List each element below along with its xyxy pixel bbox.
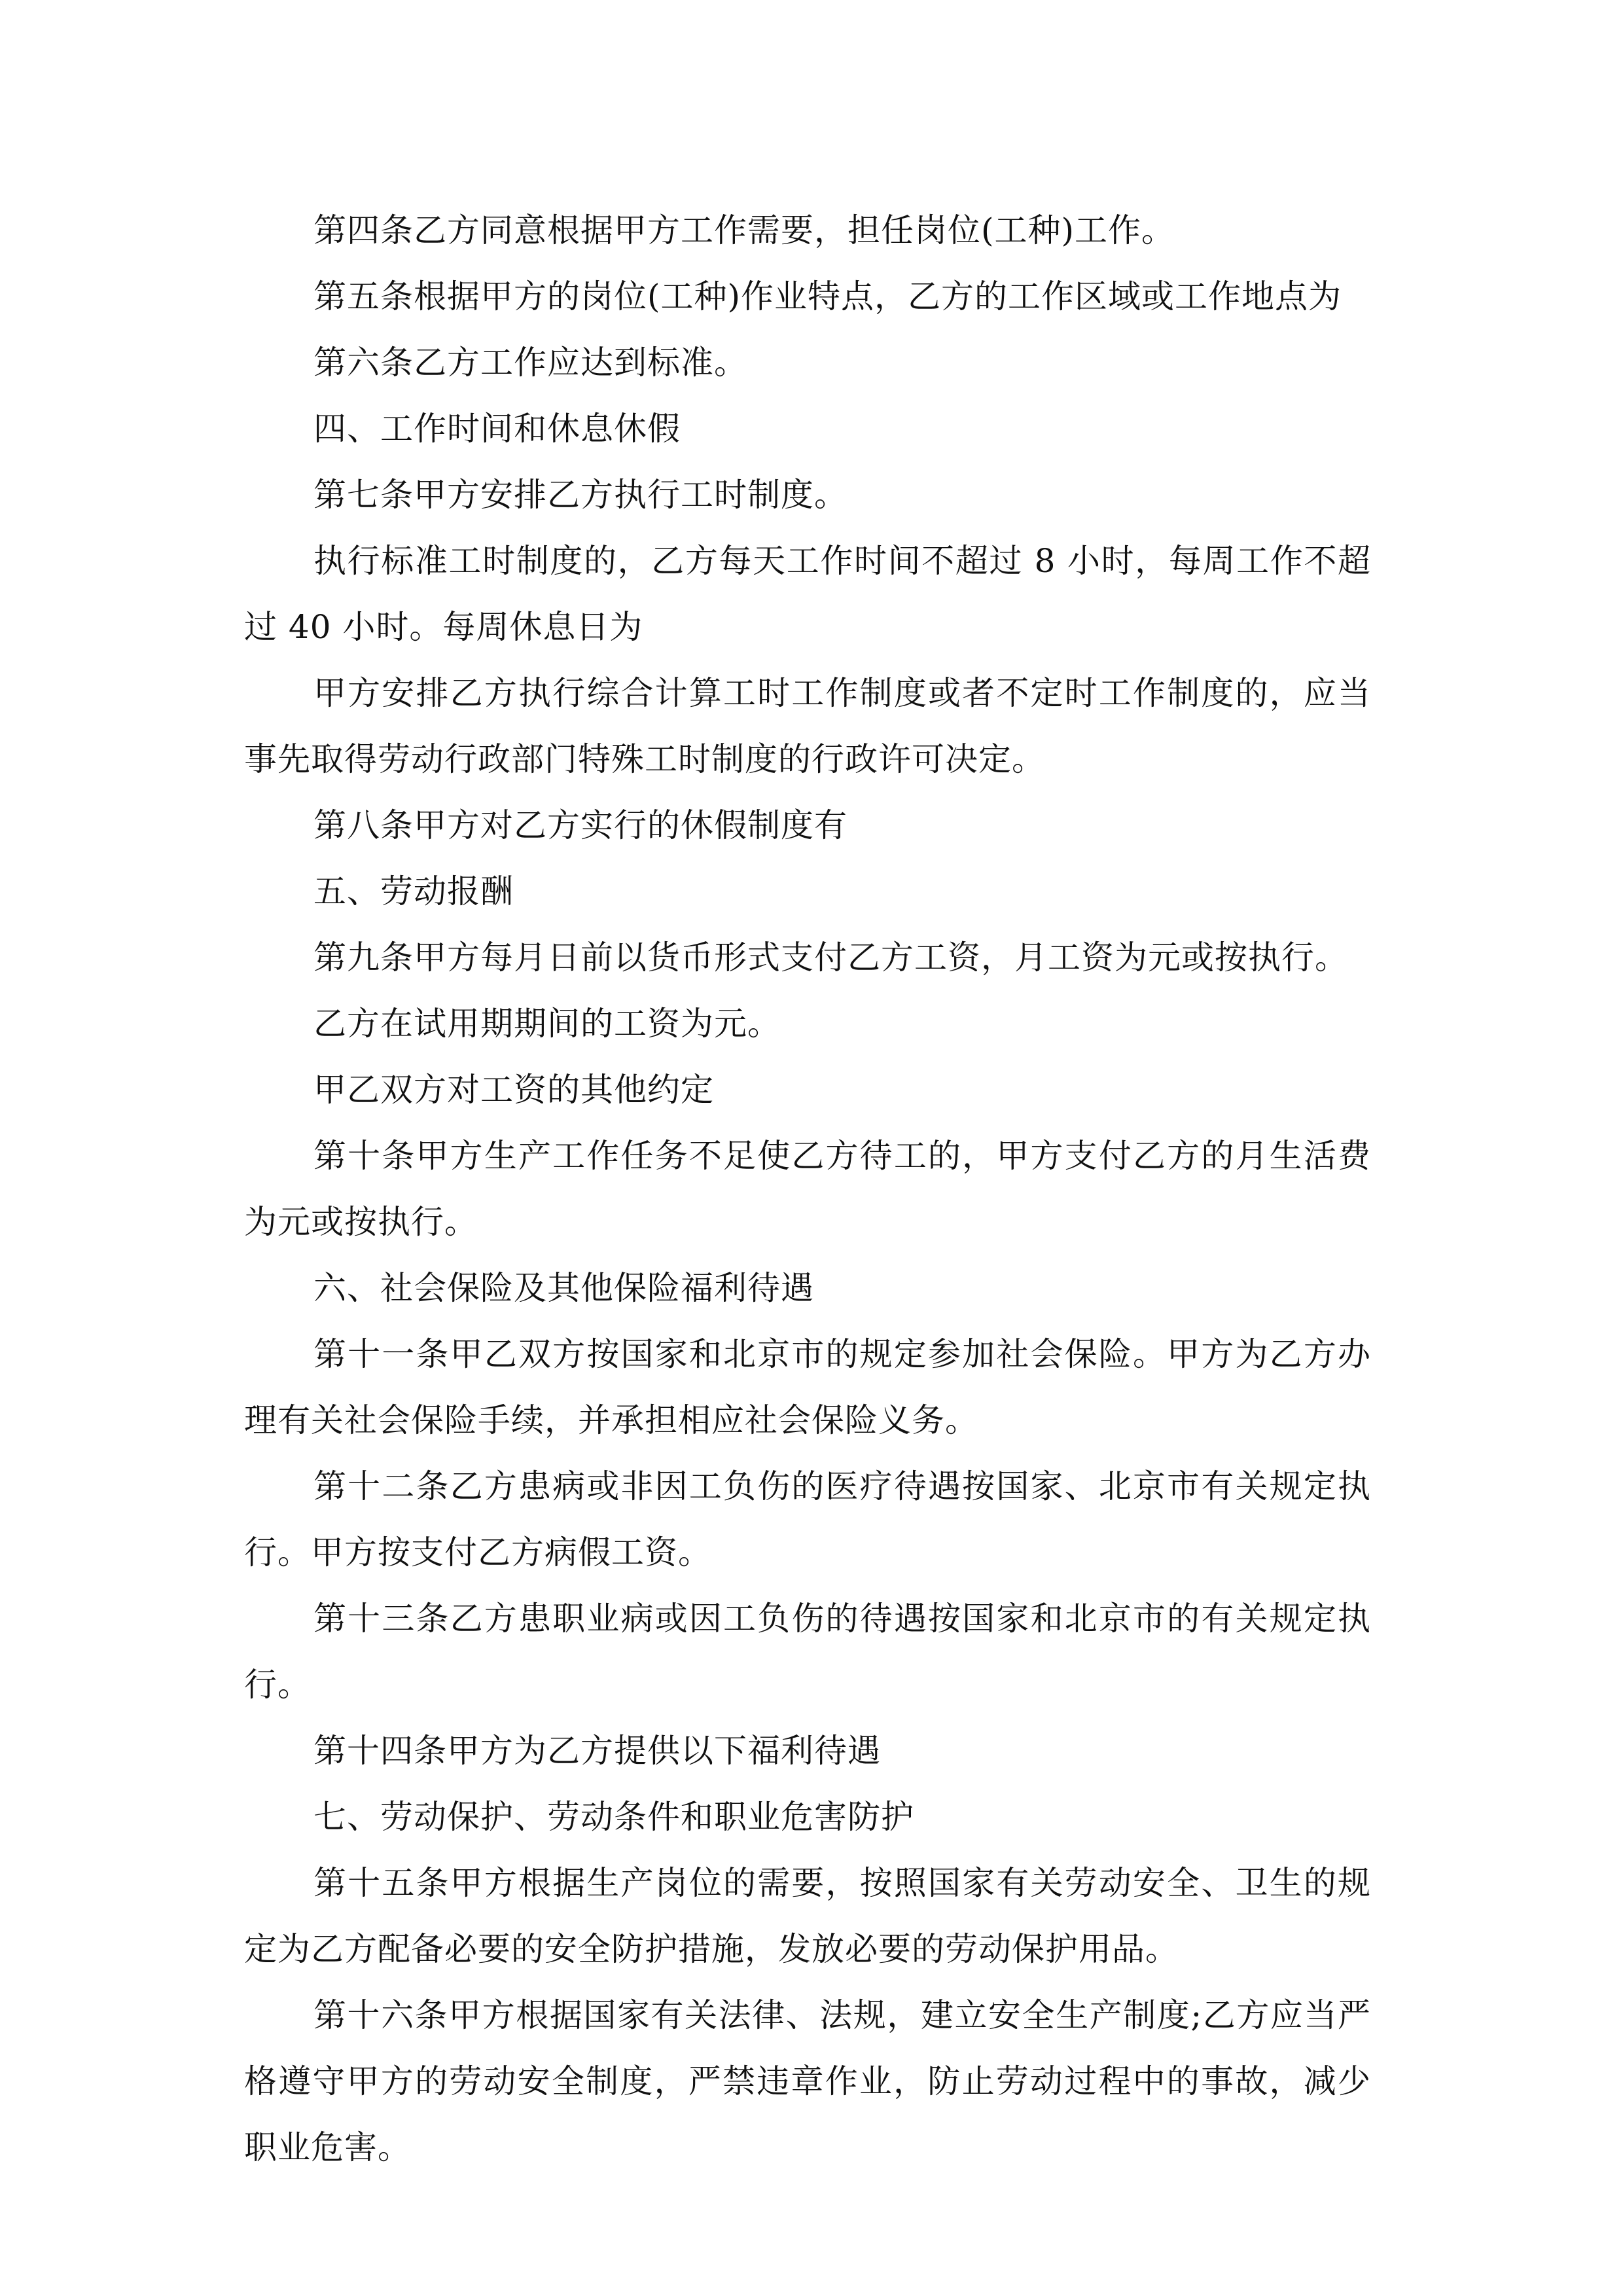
paragraph-flexible-hours: 甲方安排乙方执行综合计算工时工作制度或者不定时工作制度的，应当事先取得劳动行政部门特殊工时制度的行政许可决定。	[244, 674, 1371, 778]
section-heading-social-insurance: 六、社会保险及其他保险福利待遇	[313, 1269, 814, 1307]
paragraph-article-13: 第十三条乙方患职业病或因工负伤的待遇按国家和北京市的有关规定执行。	[244, 1600, 1371, 1704]
paragraph-article-7: 第七条甲方安排乙方执行工时制度。	[313, 476, 847, 514]
paragraph-probation-salary: 乙方在试用期期间的工资为元。	[313, 1005, 781, 1043]
paragraph-standard-hours: 执行标准工时制度的，乙方每天工作时间不超过 8 小时，每周工作不超过 40 小时。每周休息日为	[244, 542, 1371, 646]
section-heading-remuneration: 五、劳动报酬	[313, 872, 514, 910]
paragraph-article-11: 第十一条甲乙双方按国家和北京市的规定参加社会保险。甲方为乙方办理有关社会保险手续，并承担相应社会保险义务。	[244, 1335, 1371, 1439]
section-heading-labor-protection: 七、劳动保护、劳动条件和职业危害防护	[313, 1798, 914, 1836]
paragraph-article-8: 第八条甲方对乙方实行的休假制度有	[313, 806, 847, 844]
paragraph-article-15: 第十五条甲方根据生产岗位的需要，按照国家有关劳动安全、卫生的规定为乙方配备必要的安全防护措施，发放必要的劳动保护用品。	[244, 1864, 1371, 1968]
paragraph-article-9: 第九条甲方每月日前以货币形式支付乙方工资，月工资为元或按执行。	[313, 939, 1348, 977]
paragraph-article-12: 第十二条乙方患病或非因工负伤的医疗待遇按国家、北京市有关规定执行。甲方按支付乙方病假工资。	[244, 1467, 1371, 1571]
paragraph-other-salary-terms: 甲乙双方对工资的其他约定	[313, 1071, 714, 1109]
document-body	[244, 198, 1371, 2181]
paragraph-article-4: 第四条乙方同意根据甲方工作需要，担任岗位(工种)工作。	[313, 211, 1175, 249]
section-heading-work-hours: 四、工作时间和休息休假	[313, 410, 681, 448]
paragraph-article-5: 第五条根据甲方的岗位(工种)作业特点，乙方的工作区域或工作地点为	[313, 278, 1342, 315]
paragraph-article-10: 第十条甲方生产工作任务不足使乙方待工的，甲方支付乙方的月生活费为元或按执行。	[244, 1137, 1371, 1241]
paragraph-article-16: 第十六条甲方根据国家有关法律、法规，建立安全生产制度;乙方应当严格遵守甲方的劳动安全制度，严禁违章作业，防止劳动过程中的事故，减少职业危害。	[244, 1996, 1371, 2166]
paragraph-article-14: 第十四条甲方为乙方提供以下福利待遇	[313, 1732, 881, 1770]
paragraph-article-6: 第六条乙方工作应达到标准。	[313, 344, 747, 382]
